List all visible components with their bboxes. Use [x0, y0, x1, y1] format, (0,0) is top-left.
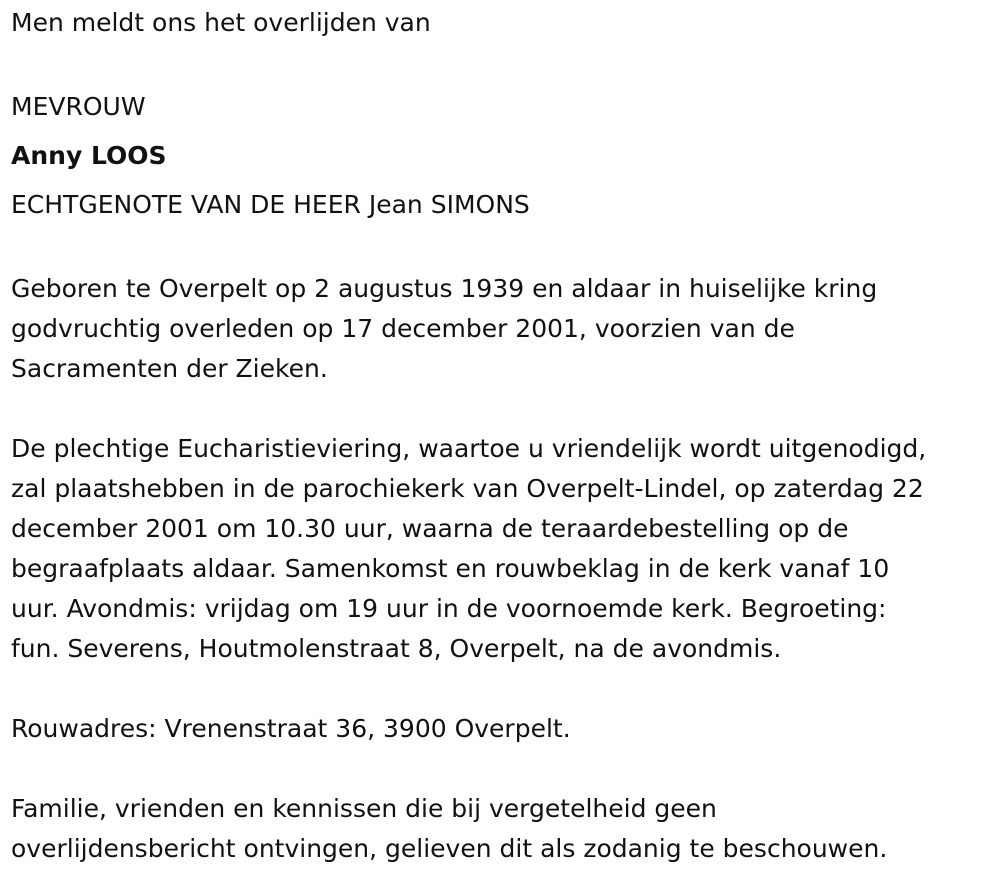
- paragraph-line: godvruchtig overleden op 17 december 2001, voorzien van de: [11, 314, 795, 343]
- paragraph-line: december 2001 om 10.30 uur, waarna de teraardebestelling op de: [11, 514, 849, 543]
- deceased-name: Anny LOOS: [11, 141, 167, 170]
- birth-paragraph: [11, 269, 996, 389]
- mourning-address: Rouwadres: Vrenenstraat 36, 3900 Overpelt.: [11, 714, 571, 743]
- paragraph-line: Familie, vrienden en kennissen die bij vergetelheid geen: [11, 794, 717, 823]
- paragraph-line: uur. Avondmis: vrijdag om 19 uur in de voornoemde kerk. Begroeting:: [11, 594, 887, 623]
- ceremony-paragraph: [11, 429, 996, 669]
- spacer: [11, 389, 996, 429]
- spacer: [11, 749, 996, 789]
- paragraph-line: Sacramenten der Zieken.: [11, 354, 328, 383]
- paragraph-line: Geboren te Overpelt op 2 augustus 1939 en aldaar in huiselijke kring: [11, 274, 878, 303]
- paragraph-line: fun. Severens, Houtmolenstraat 8, Overpelt, na de avondmis.: [11, 634, 782, 663]
- spacer: [11, 669, 996, 709]
- spacer: [11, 229, 996, 269]
- closing-paragraph: [11, 789, 996, 869]
- paragraph-line: De plechtige Eucharistieviering, waartoe u vriendelijk wordt uitgenodigd,: [11, 434, 927, 463]
- honorific: MEVROUW: [11, 92, 146, 121]
- spacer: [11, 43, 996, 83]
- intro-text: Men meldt ons het overlijden van: [11, 8, 431, 37]
- death-notice: [11, 3, 996, 869]
- paragraph-line: overlijdensbericht ontvingen, gelieven dit als zodanig te beschouwen.: [11, 834, 888, 863]
- paragraph-line: begraafplaats aldaar. Samenkomst en rouwbeklag in de kerk vanaf 10: [11, 554, 890, 583]
- paragraph-line: zal plaatshebben in de parochiekerk van Overpelt-Lindel, op zaterdag 22: [11, 474, 924, 503]
- spouse-line: ECHTGENOTE VAN DE HEER Jean SIMONS: [11, 190, 530, 219]
